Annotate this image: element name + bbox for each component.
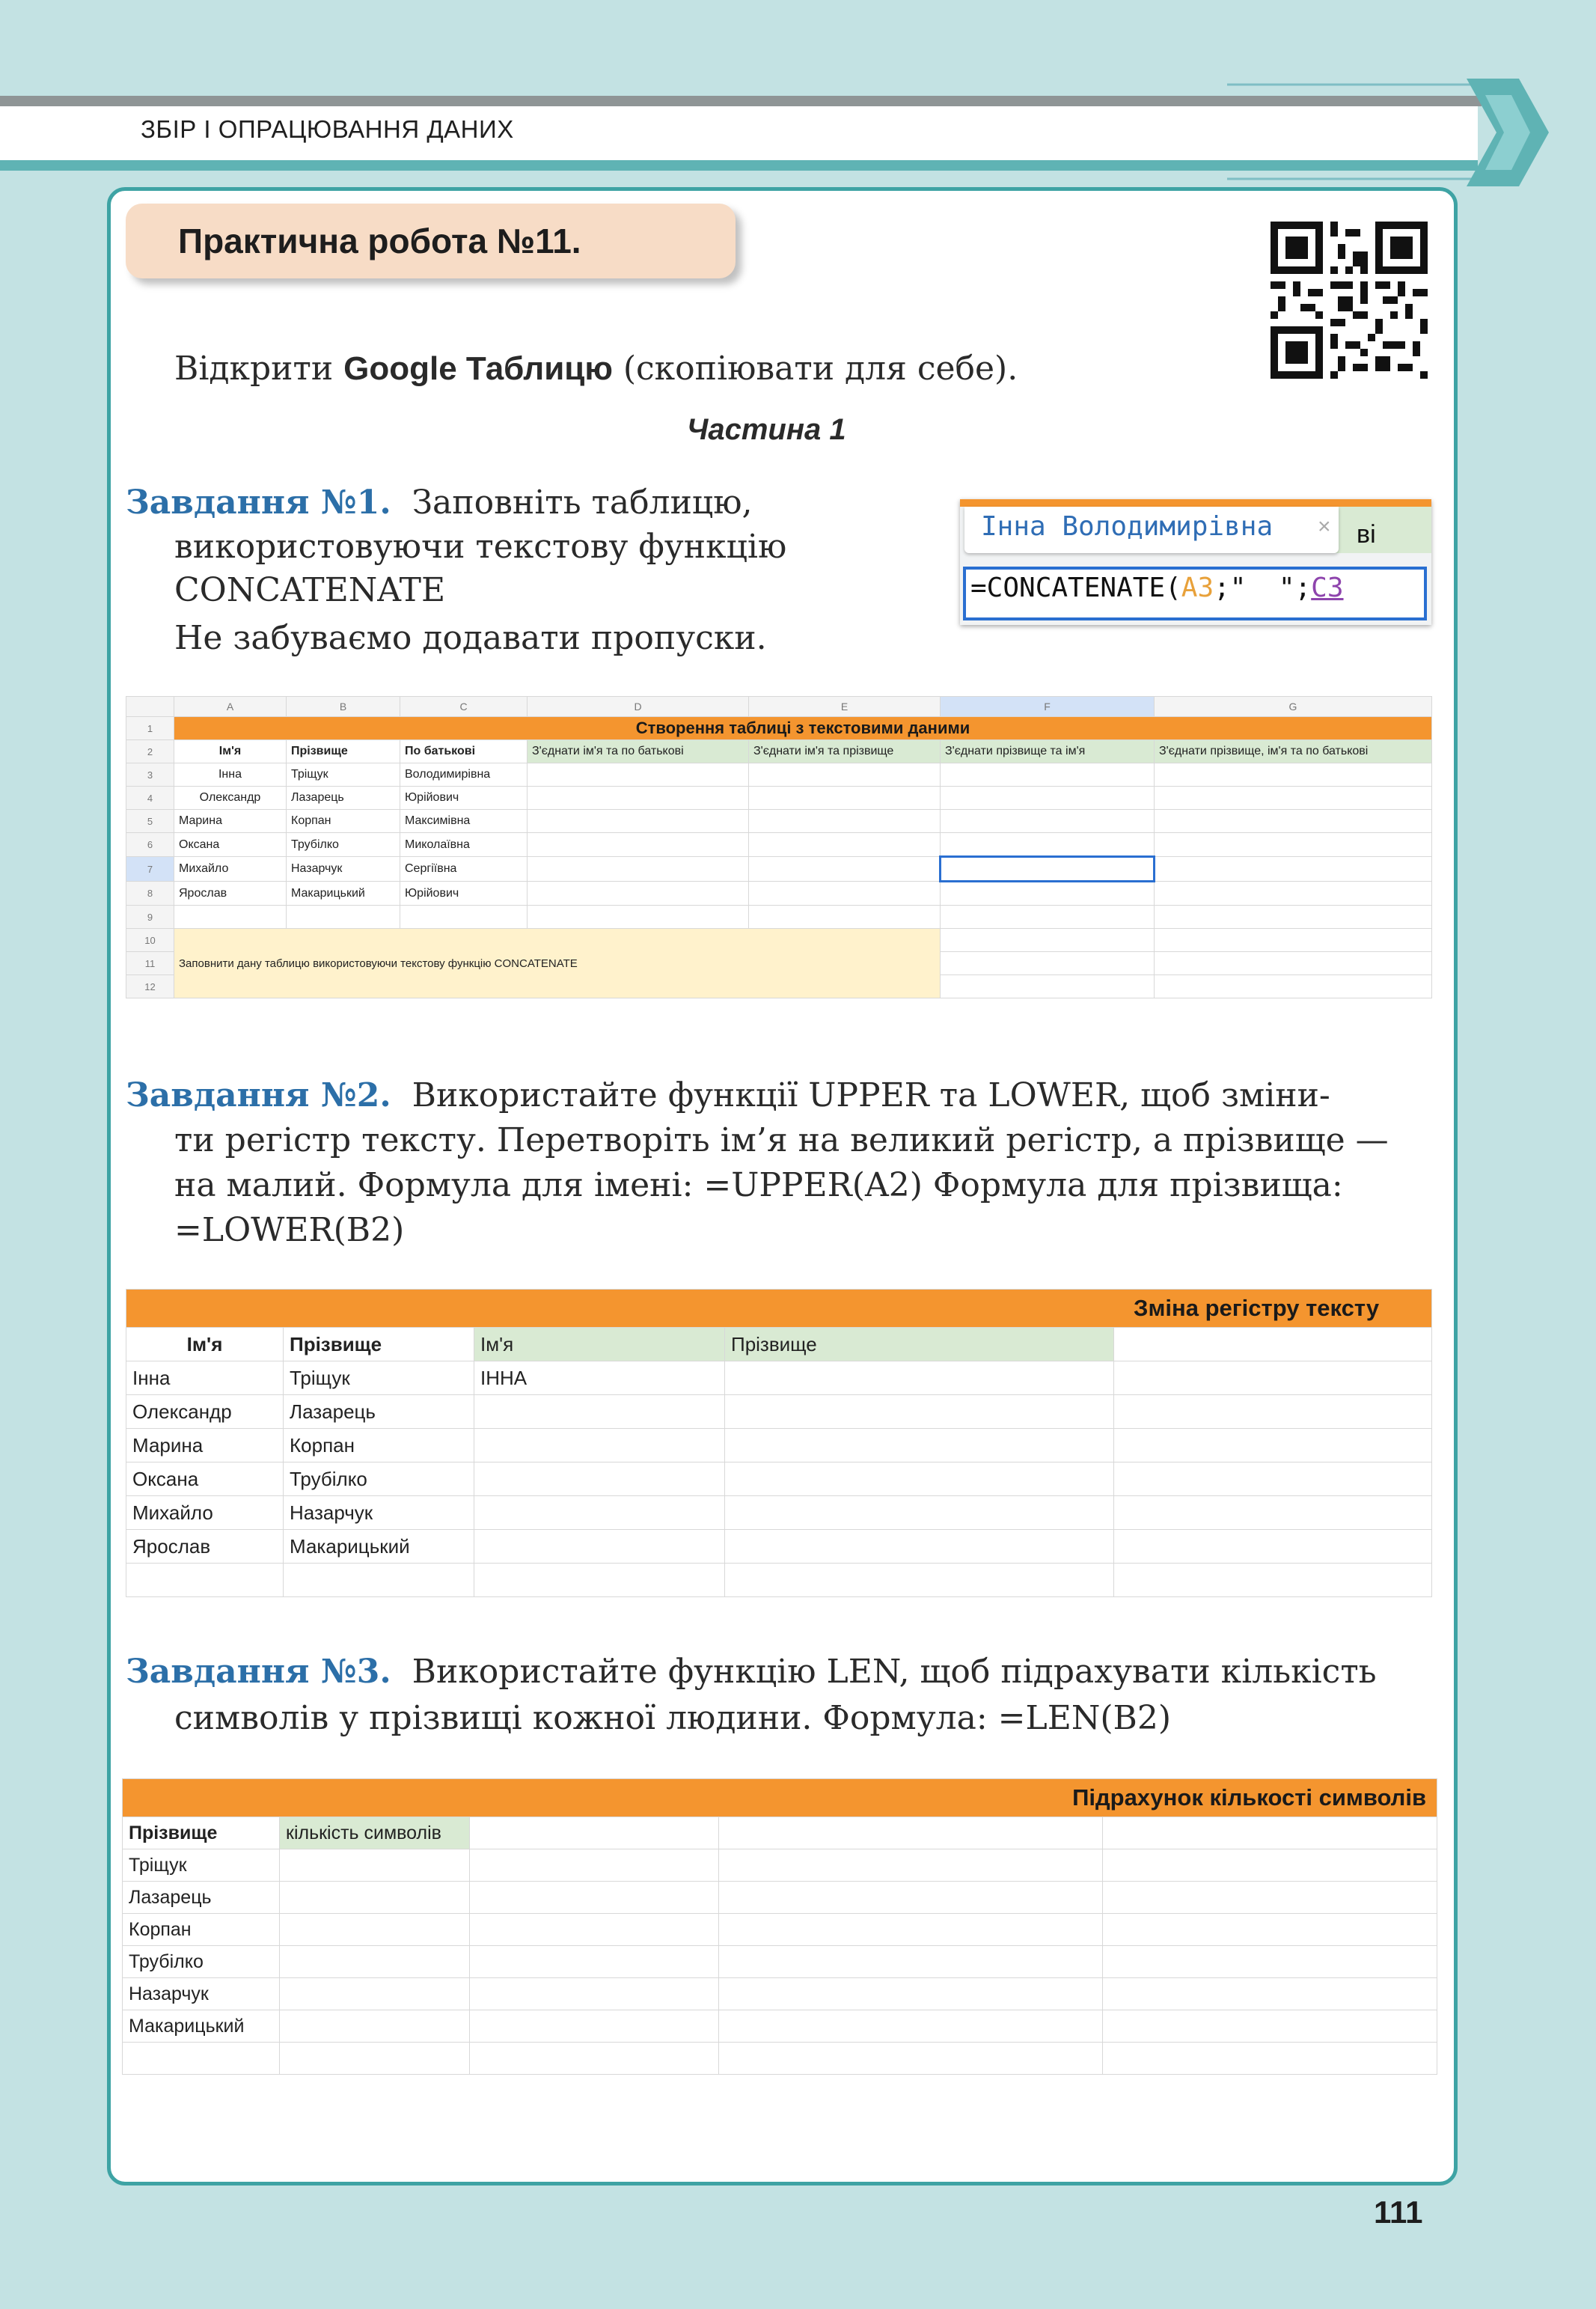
- cell-patronymic[interactable]: Юрійович: [400, 882, 528, 906]
- cell-last-name[interactable]: Трубілко: [123, 1946, 280, 1978]
- cell[interactable]: [528, 763, 749, 787]
- cell-last-name[interactable]: Корпан: [287, 810, 400, 833]
- task1-line3: CONCATENATE: [174, 571, 446, 609]
- cell[interactable]: [749, 882, 941, 906]
- table-row: [126, 810, 1432, 833]
- row-number[interactable]: 6: [126, 833, 174, 857]
- note-cell-bottom[interactable]: [174, 975, 941, 998]
- cell[interactable]: [284, 1564, 474, 1597]
- header-cell[interactable]: Ім'я: [474, 1328, 725, 1361]
- cell-patronymic[interactable]: Юрійович: [400, 787, 528, 810]
- cell-last-name[interactable]: Лазарець: [284, 1395, 474, 1429]
- cell[interactable]: [941, 906, 1155, 929]
- cell[interactable]: [287, 906, 400, 929]
- row-number[interactable]: 12: [126, 975, 174, 998]
- task3-text1: Використайте функцію LEN, щоб підрахувати кількість: [412, 1653, 1377, 1691]
- selected-cell-f7[interactable]: [941, 857, 1155, 882]
- cell-first-name[interactable]: Марина: [174, 810, 287, 833]
- table-row: [126, 1496, 1432, 1530]
- cell-upper[interactable]: [474, 1462, 725, 1496]
- col-header-d[interactable]: D: [528, 697, 749, 717]
- cell[interactable]: [470, 1817, 719, 1849]
- cell[interactable]: [725, 1429, 1114, 1462]
- table-row: [126, 1530, 1432, 1564]
- cell[interactable]: [528, 857, 749, 882]
- sheet2-title[interactable]: Зміна регістру тексту: [126, 1290, 1432, 1328]
- cell[interactable]: [1155, 882, 1432, 906]
- formula-snippet: [960, 499, 1431, 625]
- cell[interactable]: [941, 882, 1155, 906]
- cell[interactable]: [280, 1882, 470, 1914]
- cell[interactable]: [941, 929, 1155, 952]
- cell[interactable]: [1155, 833, 1432, 857]
- cell[interactable]: [1103, 1882, 1437, 1914]
- header-cell[interactable]: Прізвище: [287, 740, 400, 763]
- cell[interactable]: [941, 833, 1155, 857]
- cell-last-name[interactable]: Назарчук: [284, 1496, 474, 1530]
- cell[interactable]: [1155, 906, 1432, 929]
- cell-last-name[interactable]: Тріщук: [287, 763, 400, 787]
- section-title: ЗБІР І ОПРАЦЮВАННЯ ДАНИХ: [141, 115, 514, 143]
- table-row: [126, 882, 1432, 906]
- cell[interactable]: [749, 810, 941, 833]
- corner-cell[interactable]: [126, 697, 174, 717]
- cell-patronymic[interactable]: Володимирівна: [400, 763, 528, 787]
- cell-first-name[interactable]: Інна: [174, 763, 287, 787]
- cell-last-name[interactable]: Лазарець: [123, 1882, 280, 1914]
- cell[interactable]: [280, 1946, 470, 1978]
- snippet-orange-strip: [960, 499, 1431, 507]
- intro-google-sheets: Google Таблицю: [343, 350, 613, 387]
- task1-text1: Заповніть таблицю,: [412, 484, 753, 522]
- row-number[interactable]: 5: [126, 810, 174, 833]
- header-cell[interactable]: Ім'я: [126, 1328, 284, 1361]
- cell[interactable]: [528, 833, 749, 857]
- table-row: [126, 787, 1432, 810]
- cell[interactable]: [1103, 1978, 1437, 2010]
- header-cell[interactable]: Прізвище: [725, 1328, 1114, 1361]
- table-row: [126, 833, 1432, 857]
- cell[interactable]: [719, 2043, 1103, 2075]
- cell[interactable]: [528, 810, 749, 833]
- header-arrow-icon: [1227, 71, 1556, 191]
- cell-first-name[interactable]: Олександр: [126, 1395, 284, 1429]
- task2-line2: ти регістр тексту. Перетворіть ім’я на великий регістр, а прізвище —: [174, 1121, 1389, 1159]
- cell[interactable]: [1114, 1496, 1432, 1530]
- cell[interactable]: [280, 1849, 470, 1882]
- cell[interactable]: [126, 1564, 284, 1597]
- snippet-green-cell: [1334, 507, 1431, 553]
- cell[interactable]: [1155, 929, 1432, 952]
- row-number[interactable]: 4: [126, 787, 174, 810]
- cell[interactable]: [1114, 1328, 1432, 1361]
- cell-last-name[interactable]: Трубілко: [284, 1462, 474, 1496]
- header-cell[interactable]: З'єднати ім'я та прізвище: [749, 740, 941, 763]
- cell[interactable]: [719, 1914, 1103, 1946]
- spreadsheet-task3: [122, 1778, 1437, 2075]
- header-cell[interactable]: З'єднати прізвище та ім'я: [941, 740, 1155, 763]
- cell[interactable]: [719, 2010, 1103, 2043]
- cell-upper[interactable]: [474, 1395, 725, 1429]
- table-row: [126, 975, 1432, 998]
- note-cell[interactable]: Заповнити дану таблицю використовуючи текстову функцію CONCATENATE: [174, 952, 941, 975]
- cell[interactable]: [1103, 1914, 1437, 1946]
- col-header-a[interactable]: A: [174, 697, 287, 717]
- cell-upper[interactable]: [474, 1530, 725, 1564]
- table-row: [126, 906, 1432, 929]
- table-row: [123, 1978, 1437, 2010]
- header-cell[interactable]: З'єднати прізвище, ім'я та по батькові: [1155, 740, 1432, 763]
- cell-first-name[interactable]: Марина: [126, 1429, 284, 1462]
- cell[interactable]: [1103, 1817, 1437, 1849]
- cell[interactable]: [528, 906, 749, 929]
- spreadsheet-task1: [126, 696, 1432, 998]
- cell[interactable]: [1114, 1462, 1432, 1496]
- table-row: [126, 717, 1432, 740]
- cell[interactable]: [1114, 1530, 1432, 1564]
- formula-ref-a3: A3: [1181, 573, 1214, 603]
- cell[interactable]: [1155, 787, 1432, 810]
- preview-text: Інна Володимирівна: [981, 511, 1274, 542]
- cell[interactable]: [1103, 1849, 1437, 1882]
- header-cell[interactable]: Прізвище: [284, 1328, 474, 1361]
- table-row: [126, 857, 1432, 882]
- formula-middle: ;" ";: [1214, 573, 1312, 603]
- cell[interactable]: [528, 787, 749, 810]
- task3-line2: символів у прізвищі кожної людини. Формула: =LEN(B2): [174, 1699, 1172, 1737]
- task1-line1: [126, 480, 753, 526]
- cell-last-name[interactable]: Макарицький: [123, 2010, 280, 2043]
- cell-last-name[interactable]: Макарицький: [287, 882, 400, 906]
- task2-line4: =LOWER(B2): [174, 1211, 405, 1249]
- cell[interactable]: [470, 1849, 719, 1882]
- part-heading: Частина 1: [687, 413, 846, 446]
- cell[interactable]: [470, 1914, 719, 1946]
- page-number: 111: [1374, 2194, 1423, 2230]
- cell[interactable]: [719, 1946, 1103, 1978]
- cell[interactable]: [280, 2010, 470, 2043]
- task2-label: Завдання №2.: [126, 1076, 391, 1114]
- cell-last-name[interactable]: Трубілко: [287, 833, 400, 857]
- cell-last-name[interactable]: Назарчук: [123, 1978, 280, 2010]
- table-row: [123, 2010, 1437, 2043]
- cell[interactable]: [725, 1462, 1114, 1496]
- task2-line3: на малий. Формула для імені: =UPPER(A2) Формула для прізвища:: [174, 1166, 1343, 1204]
- cell-last-name[interactable]: Тріщук: [284, 1361, 474, 1395]
- intro-pre: Відкрити: [174, 350, 344, 388]
- cell[interactable]: [1103, 1946, 1437, 1978]
- cell[interactable]: [749, 763, 941, 787]
- task3-line1: [126, 1649, 1377, 1695]
- cell[interactable]: [749, 833, 941, 857]
- table-row: [123, 1779, 1437, 1817]
- cell[interactable]: [400, 906, 528, 929]
- col-header-f[interactable]: F: [941, 697, 1155, 717]
- spreadsheet-task2: [126, 1289, 1432, 1597]
- table-row: [123, 1914, 1437, 1946]
- table-row: [126, 1395, 1432, 1429]
- cell[interactable]: [749, 857, 941, 882]
- cell[interactable]: [719, 1978, 1103, 2010]
- table-row: [126, 1328, 1432, 1361]
- header-cell[interactable]: Ім'я: [174, 740, 287, 763]
- cell[interactable]: [749, 906, 941, 929]
- cell-patronymic[interactable]: Максимівна: [400, 810, 528, 833]
- cell[interactable]: [725, 1395, 1114, 1429]
- cell[interactable]: [941, 787, 1155, 810]
- table-row: [126, 763, 1432, 787]
- cell[interactable]: [280, 2043, 470, 2075]
- table-row: [123, 1849, 1437, 1882]
- cell[interactable]: [1114, 1564, 1432, 1597]
- cell-first-name[interactable]: Оксана: [126, 1462, 284, 1496]
- cell[interactable]: [280, 1978, 470, 2010]
- task1-line4: Не забуваємо додавати пропуски.: [174, 619, 767, 657]
- cell-first-name[interactable]: Ярослав: [174, 882, 287, 906]
- task1-line2: використовуючи текстову функцію: [174, 528, 787, 566]
- task2-line1: [126, 1073, 1330, 1119]
- cell[interactable]: [1155, 857, 1432, 882]
- cell[interactable]: [1114, 1361, 1432, 1395]
- cell[interactable]: [941, 975, 1155, 998]
- cell[interactable]: [470, 1978, 719, 2010]
- note-cell-top[interactable]: [174, 929, 941, 952]
- cell[interactable]: [470, 1882, 719, 1914]
- close-icon[interactable]: ×: [1318, 514, 1331, 539]
- cell[interactable]: [1155, 975, 1432, 998]
- cell-upper[interactable]: [474, 1496, 725, 1530]
- cell[interactable]: [749, 787, 941, 810]
- row-number[interactable]: 11: [126, 952, 174, 975]
- cell[interactable]: [1114, 1395, 1432, 1429]
- cell-last-name[interactable]: Корпан: [284, 1429, 474, 1462]
- task1-label: Завдання №1.: [126, 484, 391, 522]
- header-cell[interactable]: По батькові: [400, 740, 528, 763]
- table-row: [126, 740, 1432, 763]
- cell-upper[interactable]: ІННА: [474, 1361, 725, 1395]
- cell[interactable]: [1103, 2010, 1437, 2043]
- cell[interactable]: [719, 1849, 1103, 1882]
- table-row: [126, 1462, 1432, 1496]
- table-row: [123, 1817, 1437, 1849]
- row-number[interactable]: 1: [126, 717, 174, 740]
- row-number[interactable]: 9: [126, 906, 174, 929]
- cell[interactable]: [941, 763, 1155, 787]
- cell[interactable]: [941, 810, 1155, 833]
- cell[interactable]: [280, 1914, 470, 1946]
- cell-first-name[interactable]: Оксана: [174, 833, 287, 857]
- table-row: [126, 1290, 1432, 1328]
- cell[interactable]: [474, 1564, 725, 1597]
- col-header-e[interactable]: E: [749, 697, 941, 717]
- cell-first-name[interactable]: Інна: [126, 1361, 284, 1395]
- cell-patronymic[interactable]: Сергіївна: [400, 857, 528, 882]
- cell[interactable]: [941, 952, 1155, 975]
- cell[interactable]: [470, 1946, 719, 1978]
- cell[interactable]: [470, 2010, 719, 2043]
- practical-work-title: Практична робота №11.: [126, 204, 736, 278]
- cell[interactable]: [725, 1530, 1114, 1564]
- cell[interactable]: [725, 1564, 1114, 1597]
- cell[interactable]: [1155, 810, 1432, 833]
- qr-code-icon[interactable]: [1271, 222, 1428, 379]
- table-row: [123, 1946, 1437, 1978]
- formula-prefix: =CONCATENATE(: [970, 573, 1181, 603]
- cell-upper[interactable]: [474, 1429, 725, 1462]
- task3-label: Завдання №3.: [126, 1653, 391, 1691]
- table-row: [126, 929, 1432, 952]
- cell[interactable]: [725, 1361, 1114, 1395]
- table-row: [123, 2043, 1437, 2075]
- table-row: [126, 1564, 1432, 1597]
- cell-first-name[interactable]: Олександр: [174, 787, 287, 810]
- col-header-b[interactable]: B: [287, 697, 400, 717]
- intro-post: (скопіювати для себе).: [612, 350, 1018, 388]
- formula-text: [970, 573, 1344, 603]
- cell-patronymic[interactable]: Миколаївна: [400, 833, 528, 857]
- cell-last-name[interactable]: Корпан: [123, 1914, 280, 1946]
- sheet1-title[interactable]: Створення таблиці з текстовими даними: [174, 717, 1432, 740]
- table-row: [126, 952, 1432, 975]
- cell[interactable]: [1114, 1429, 1432, 1462]
- behind-text: ві: [1357, 520, 1376, 549]
- table-row: [126, 1361, 1432, 1395]
- cell-first-name[interactable]: Михайло: [174, 857, 287, 882]
- cell[interactable]: [174, 906, 287, 929]
- cell-last-name[interactable]: Тріщук: [123, 1849, 280, 1882]
- intro-text: [174, 346, 1018, 392]
- cell[interactable]: [725, 1496, 1114, 1530]
- cell[interactable]: [1155, 763, 1432, 787]
- cell[interactable]: [719, 1817, 1103, 1849]
- cell[interactable]: [470, 2043, 719, 2075]
- row-number[interactable]: 8: [126, 882, 174, 906]
- column-header-row: [126, 697, 1432, 717]
- row-number[interactable]: 7: [126, 857, 174, 882]
- cell[interactable]: [123, 2043, 280, 2075]
- header-cell[interactable]: Прізвище: [123, 1817, 280, 1849]
- cell-last-name[interactable]: Лазарець: [287, 787, 400, 810]
- header-cell[interactable]: З'єднати ім'я та по батькові: [528, 740, 749, 763]
- formula-ref-c3: C3: [1311, 573, 1344, 603]
- sheet3-title[interactable]: Підрахунок кількості символів: [123, 1779, 1437, 1817]
- cell-first-name[interactable]: Ярослав: [126, 1530, 284, 1564]
- cell-first-name[interactable]: Михайло: [126, 1496, 284, 1530]
- row-number[interactable]: 3: [126, 763, 174, 787]
- cell-last-name[interactable]: Макарицький: [284, 1530, 474, 1564]
- table-row: [123, 1882, 1437, 1914]
- col-header-c[interactable]: C: [400, 697, 528, 717]
- col-header-g[interactable]: G: [1155, 697, 1432, 717]
- header-cell[interactable]: кількість символів: [280, 1817, 470, 1849]
- task2-text1: Використайте функції UPPER та LOWER, щоб зміни-: [412, 1076, 1330, 1114]
- cell[interactable]: [1155, 952, 1432, 975]
- row-number[interactable]: 10: [126, 929, 174, 952]
- cell[interactable]: [719, 1882, 1103, 1914]
- table-row: [126, 1429, 1432, 1462]
- cell[interactable]: [1103, 2043, 1437, 2075]
- row-number[interactable]: 2: [126, 740, 174, 763]
- cell[interactable]: [528, 882, 749, 906]
- cell-last-name[interactable]: Назарчук: [287, 857, 400, 882]
